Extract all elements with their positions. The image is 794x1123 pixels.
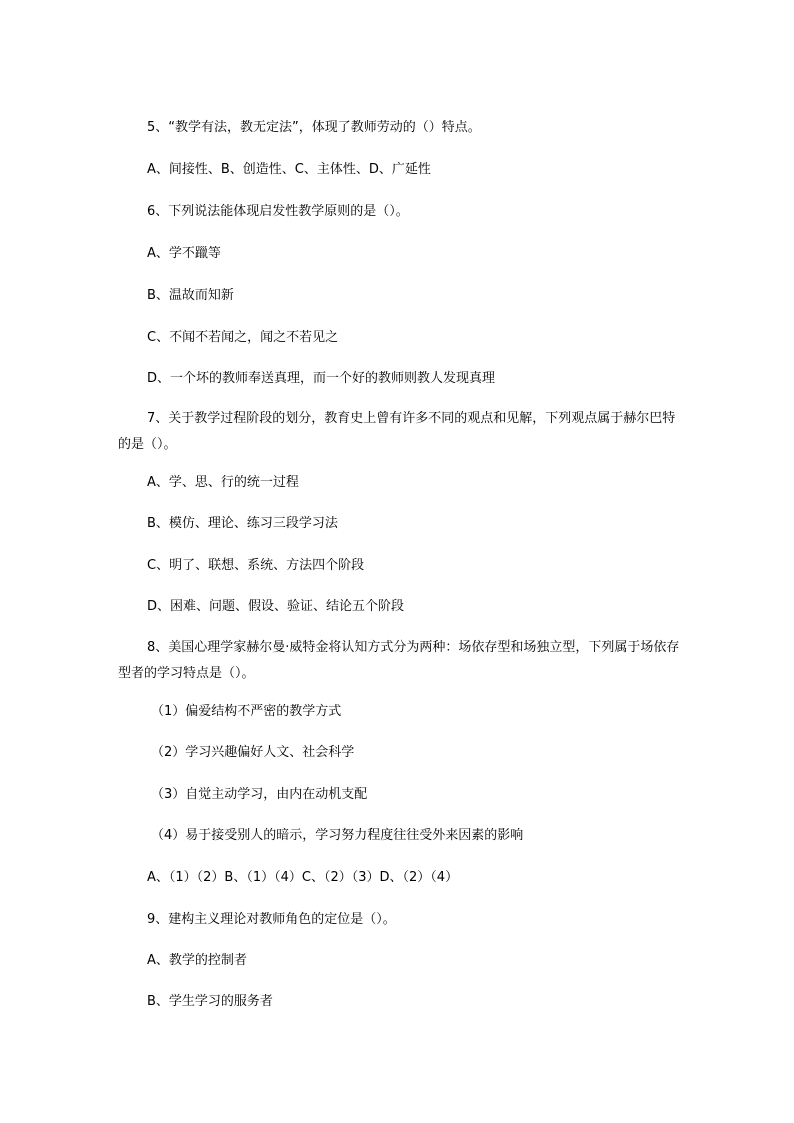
- question-8-stem: 8、美国心理学家赫尔曼·威特金将认知方式分为两种：场依存型和场独立型，下列属于场依存型者的学习特点是（）。: [118, 640, 680, 681]
- question-9-option-a: A、教学的控制者: [147, 953, 247, 968]
- question-6-stem: 6、下列说法能体现启发性教学原则的是（）。: [147, 204, 409, 219]
- question-5-stem: 5、“教学有法，教无定法”，体现了教师劳动的（）特点。: [147, 120, 481, 135]
- question-8-item-4: （4）易于接受别人的暗示，学习努力程度往往受外来因素的影响: [151, 828, 524, 843]
- question-5-options: A、间接性、B、创造性、C、主体性、D、广延性: [147, 162, 431, 177]
- question-9-stem: 9、建构主义理论对教师角色的定位是（）。: [147, 912, 396, 927]
- question-6-option-c: C、不闻不若闻之，闻之不若见之: [147, 330, 339, 345]
- question-8-options: A、（1）（2）B、（1）（4）C、（2）（3）D、（2）（4）: [147, 870, 459, 885]
- question-7-stem: 7、关于教学过程阶段的划分，教育史上曾有许多不同的观点和见解，下列观点属于赫尔巴特的是（）。: [118, 411, 676, 452]
- question-7-option-c: C、明了、联想、系统、方法四个阶段: [147, 558, 365, 573]
- question-8-item-2: （2）学习兴趣偏好人文、社会科学: [151, 745, 355, 760]
- question-7-option-b: B、模仿、理论、练习三段学习法: [147, 516, 338, 531]
- question-9-option-b: B、学生学习的服务者: [147, 994, 273, 1009]
- question-6-option-b: B、温故而知新: [147, 288, 234, 303]
- question-6-option-d: D、一个坏的教师奉送真理，而一个好的教师则教人发现真理: [147, 371, 496, 386]
- question-8-item-3: （3）自觉主动学习，由内在动机支配: [151, 787, 368, 802]
- question-6-option-a: A、学不躐等: [147, 246, 221, 261]
- question-7-option-a: A、学、思、行的统一过程: [147, 475, 299, 490]
- question-7-option-d: D、困难、问题、假设、验证、结论五个阶段: [147, 599, 405, 614]
- question-8-item-1: （1）偏爱结构不严密的教学方式: [151, 704, 342, 719]
